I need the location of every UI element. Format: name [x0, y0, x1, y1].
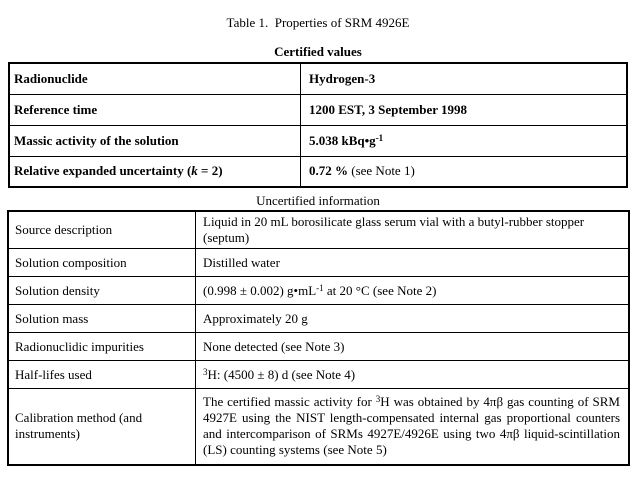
superscript: -1 — [316, 282, 324, 293]
uncertified-information-table — [7, 210, 630, 466]
uncertified-information-heading: Uncertified information — [256, 193, 380, 208]
row-value: Approximately 20 g — [196, 305, 630, 333]
row-value — [301, 125, 628, 156]
superscript: -1 — [375, 132, 384, 143]
certified-values-heading: Certified values — [274, 44, 362, 59]
table-row-uncertainty — [9, 156, 627, 187]
row-label: Radionuclide — [9, 63, 301, 94]
superscript: 3 — [203, 366, 208, 377]
row-value — [301, 156, 628, 187]
row-label: Source description — [8, 211, 196, 249]
value-note: (see Note 1) — [348, 163, 415, 179]
value-text: 5.038 kBq•g — [309, 132, 376, 148]
table-row-half-lifes — [8, 361, 629, 389]
value-text: H: (4500 ± 8) d (see Note 4) — [207, 366, 356, 382]
value-text: H was obtained by 4πβ gas counting of SRM 4927E using the NIST length-compensated internal gas proportional counters and intercomparison of SRMs 4927E/4926E using two 4πβ liquid-scintillation (LS) counting systems (see Note 5) — [203, 394, 620, 458]
label-part: = 2) — [197, 163, 223, 179]
table-row-massic-activity — [9, 125, 627, 156]
table-row-radionuclidic-impurities — [8, 333, 629, 361]
row-label: Solution mass — [8, 305, 196, 333]
row-label — [9, 156, 301, 187]
row-label: Radionuclidic impurities — [8, 333, 196, 361]
row-label: Massic activity of the solution — [9, 125, 301, 156]
label-part: Relative expanded uncertainty ( — [14, 163, 192, 179]
table-row-solution-composition — [8, 249, 629, 277]
row-value: None detected (see Note 3) — [196, 333, 630, 361]
row-label: Calibration method (and instruments) — [8, 389, 196, 465]
row-value: Hydrogen-3 — [301, 63, 628, 94]
table-row-calibration-method — [8, 389, 629, 465]
table-caption: Table 1. Properties of SRM 4926E — [226, 15, 410, 30]
row-value — [196, 361, 630, 389]
row-value — [196, 389, 630, 465]
table-row-solution-mass — [8, 305, 629, 333]
value-bold: 0.72 % — [309, 163, 348, 179]
superscript: 3 — [375, 394, 381, 405]
table-row-solution-density — [8, 277, 629, 305]
row-label: Solution composition — [8, 249, 196, 277]
row-label: Reference time — [9, 94, 301, 125]
row-label: Solution density — [8, 277, 196, 305]
row-value — [196, 277, 630, 305]
label-italic-k: k — [191, 163, 198, 179]
certified-values-table — [8, 62, 628, 188]
value-text: The certified massic activity for — [203, 394, 376, 410]
table-row-radionuclide — [9, 63, 627, 94]
table-row-source-description — [8, 211, 629, 249]
row-value: Distilled water — [196, 249, 630, 277]
value-text: (0.998 ± 0.002) g•mL — [203, 282, 317, 298]
table-row-reference-time — [9, 94, 627, 125]
row-value: 1200 EST, 3 September 1998 — [301, 94, 628, 125]
row-value: Liquid in 20 mL borosilicate glass serum vial with a butyl-rubber stopper (septum) — [196, 211, 630, 249]
value-text: at 20 °C (see Note 2) — [323, 282, 437, 298]
row-label: Half-lifes used — [8, 361, 196, 389]
